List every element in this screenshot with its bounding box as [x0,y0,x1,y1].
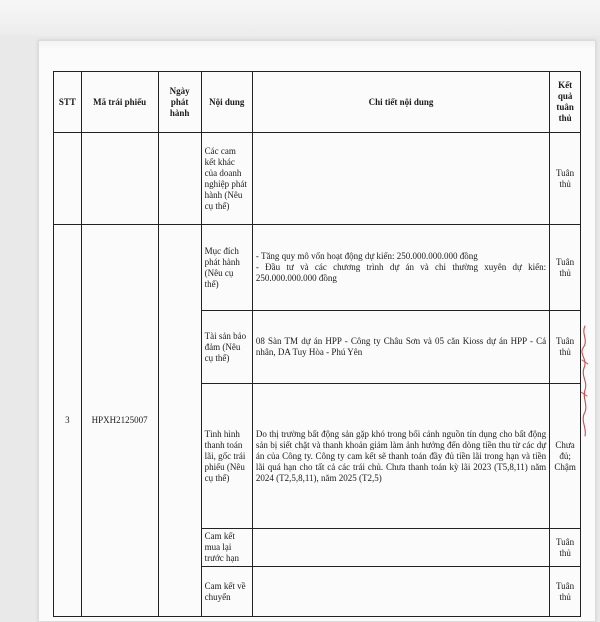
table-header-row [54,72,581,133]
cell-result: Tuân thủ [550,529,581,567]
cell-detail [252,133,549,225]
viewer-top-bar [0,0,600,36]
cell-stt-empty [54,133,82,225]
cell-date-empty [158,133,201,225]
header-compliance-result: Kết quả tuân thủ [550,72,581,133]
cell-result: Tuân thủ [550,225,581,311]
cell-code-empty [81,133,158,225]
page-fold-shadow [39,41,595,49]
handwritten-margin-note [573,320,597,440]
table-row [54,133,581,225]
cell-result: Tuân thủ [550,133,581,225]
table-row [54,225,581,311]
cell-detail: Do thị trường bất động sản gặp khó trong bối cảnh nguồn tín dụng cho bất động sản bị siết chặt và thanh khoản giảm làm ảnh hưởng đến dòng tiền thu từ các dự án của Công ty. Công ty cam kết sẽ thanh toán đầy đủ tiền lãi trong hạn và tiền lãi quá hạn cho tất cả các trái chủ. Chưa thanh toán kỳ lãi 2023 (T5,8,11) năm 2024 (T2,5,8,11), năm 2025 (T2,5) [252,384,549,529]
cell-detail: 08 Sàn TM dự án HPP - Công ty Châu Sơn và 05 căn Kioss dự án HPP - Cá nhân, DA Tuy Hòa - Phú Yên [252,311,549,384]
cell-detail [252,529,549,567]
header-issue-date: Ngày phát hành [158,72,201,133]
cell-result: Tuân thủ [550,567,581,617]
cell-content: Mục đích phát hành (Nêu cụ thể) [201,225,252,311]
header-bond-code: Mã trái phiếu [81,72,158,133]
cell-content: Tình hình thanh toán lãi, gốc trái phiếu (Nêu cụ thể) [201,384,252,529]
header-content: Nội dung [201,72,252,133]
header-stt: STT [54,72,82,133]
document-page [38,40,596,622]
cell-bond-code: HPXH2125007 [81,225,158,617]
cell-detail [252,567,549,617]
cell-result: Tuân thủ [550,311,581,384]
cell-content: Cam kết về chuyển [201,567,252,617]
header-content-detail: Chi tiết nội dung [252,72,549,133]
cell-content: Các cam kết khác của doanh nghiệp phát hành (Nêu cụ thể) [201,133,252,225]
cell-issue-date [158,225,201,617]
cell-detail: - Tăng quy mô vốn hoạt động dự kiến: 250.000.000.000 đồng - Đầu tư và các chương trình dự án và chi thường xuyên dự kiến: 250.000.000.000 đồng [252,225,549,311]
cell-result: Chưa đủ; Chậm [550,384,581,529]
cell-stt: 3 [54,225,82,617]
cell-content: Cam kết mua lại trước hạn [201,529,252,567]
compliance-table [53,71,581,617]
cell-content: Tài sản bảo đảm (Nêu cụ thể) [201,311,252,384]
